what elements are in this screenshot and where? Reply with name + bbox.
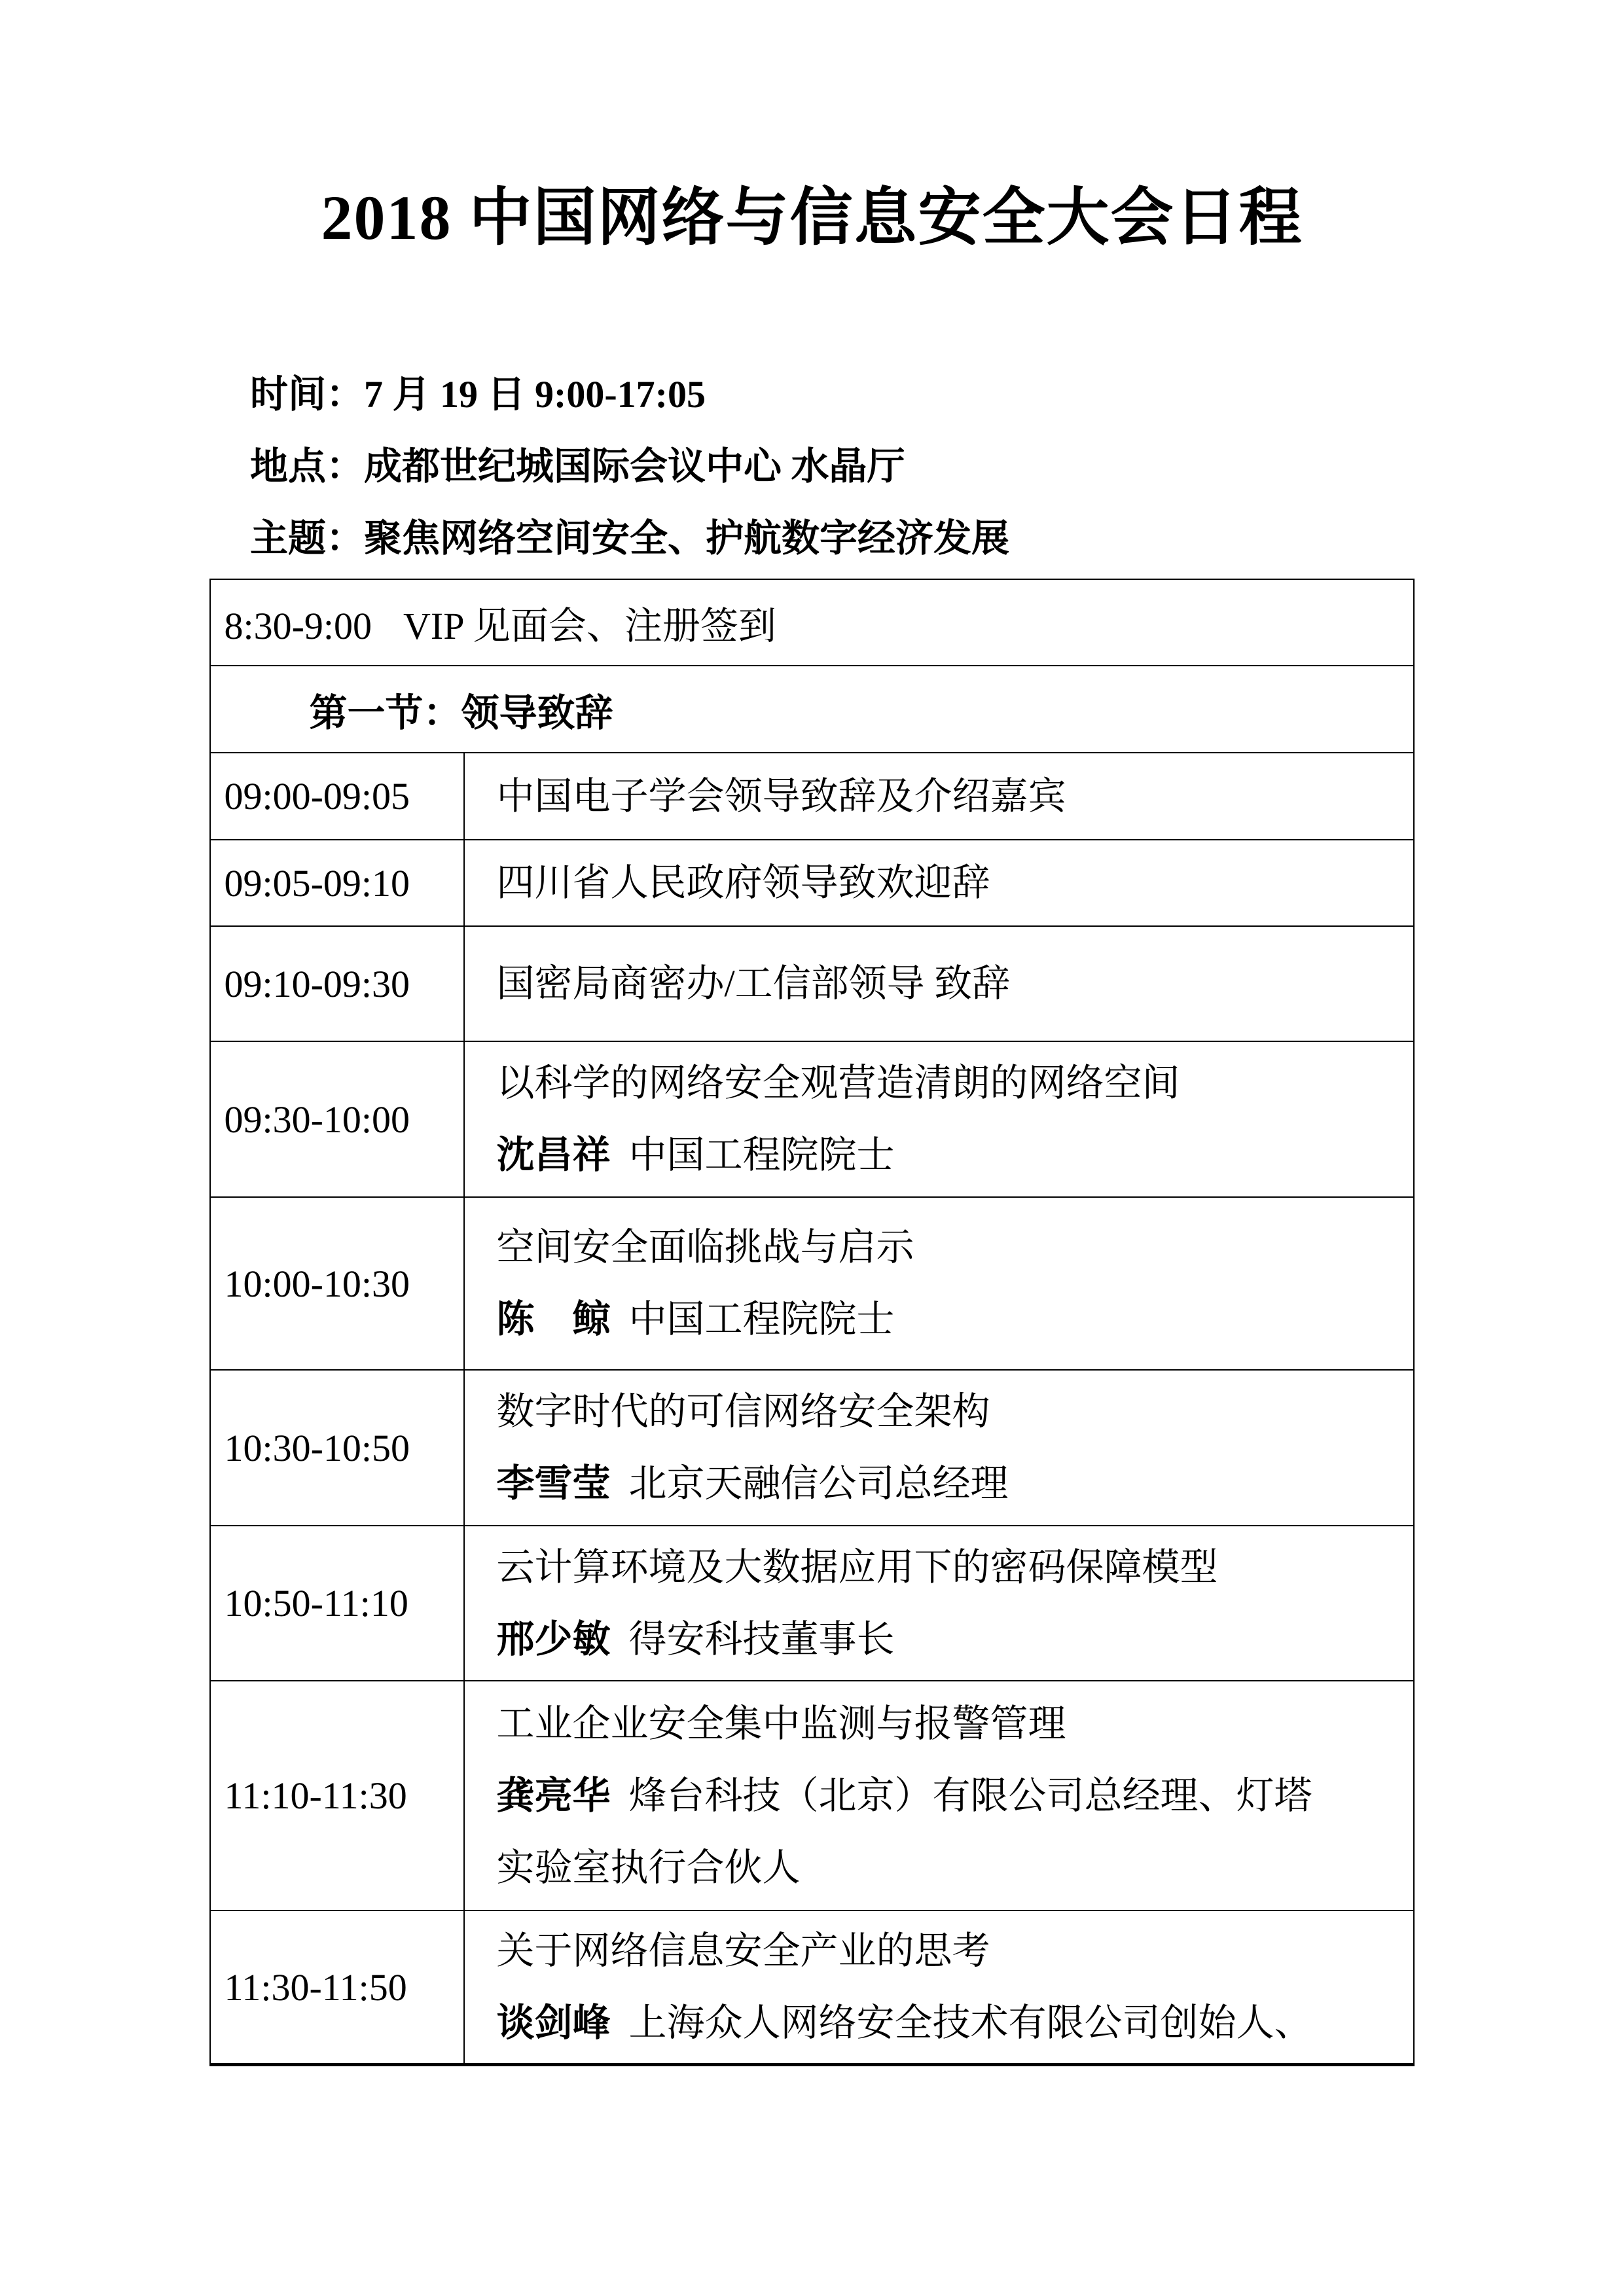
talk-speaker-line: [496, 1760, 1334, 1904]
agenda-row: [210, 1526, 1413, 1681]
talk-speaker-line: [496, 1604, 1334, 1676]
time-cell: 11:30-11:50: [210, 1910, 464, 2065]
talk-title: 工业企业安全集中监测与报警管理: [496, 1702, 1066, 1745]
talk-cell: [464, 926, 1413, 1041]
agenda-row: [210, 926, 1413, 1041]
talk-title: 数字时代的可信网络安全架构: [496, 1390, 990, 1433]
time-cell: 09:00-09:05: [210, 753, 464, 840]
agenda-row: [210, 753, 1413, 840]
talk-cell: [464, 1526, 1413, 1681]
section-header-row: [210, 666, 1413, 753]
section-header: 第一节：领导致辞: [210, 666, 1413, 753]
page-title: 2018 中国网络与信息安全大会日程: [321, 183, 1303, 253]
speaker-name: 陈 鲸: [496, 1298, 611, 1340]
registration-row: [210, 579, 1413, 666]
time-cell: 11:10-11:30: [210, 1681, 464, 1910]
speaker-name: 沈昌祥: [496, 1134, 611, 1176]
meta-line-location: [250, 431, 1624, 503]
speaker-affiliation: 北京天融信公司总经理: [628, 1462, 1009, 1505]
talk-speaker-line: [496, 1283, 1334, 1355]
talk-speaker-line: [496, 1119, 1334, 1191]
talk-title: 中国电子学会领导致辞及介绍嘉宾: [496, 774, 1066, 817]
meta-time-label: 时间：: [250, 373, 365, 416]
talk-cell: [464, 1041, 1413, 1197]
meta-location-label: 地点：: [250, 445, 365, 488]
meta-block: [250, 359, 1624, 575]
speaker-name: 李雪莹: [496, 1462, 611, 1505]
talk-title: 国密局商密办/工信部领导 致辞: [496, 962, 1011, 1005]
speaker-name: 邢少敏: [496, 1617, 611, 1660]
speaker-affiliation: 中国工程院院士: [628, 1298, 895, 1340]
talk-title: 关于网络信息安全产业的思考: [496, 1929, 990, 1972]
talk-title: 四川省人民政府领导致欢迎辞: [496, 861, 990, 904]
speaker-affiliation: 上海众人网络安全技术有限公司创始人、: [628, 2001, 1312, 2044]
talk-cell: [464, 1197, 1413, 1370]
talk-cell: [464, 753, 1413, 840]
registration-time: 8:30-9:00: [224, 605, 372, 647]
time-cell: 09:05-09:10: [210, 840, 464, 926]
meta-location-value: 成都世纪城国际会议中心 水晶厅: [364, 445, 905, 488]
agenda-row: [210, 840, 1413, 926]
agenda-row: [210, 1370, 1413, 1526]
talk-cell: [464, 1370, 1413, 1526]
meta-line-time: [250, 359, 1624, 431]
meta-time-value: 7 月 19 日 9:00-17:05: [364, 373, 706, 416]
talk-cell: [464, 1910, 1413, 2065]
talk-title: 云计算环境及大数据应用下的密码保障模型: [496, 1545, 1218, 1588]
talk-speaker-line: [496, 1448, 1334, 1520]
speaker-name: 谈剑峰: [496, 2001, 611, 2044]
speaker-affiliation: 烽台科技（北京）有限公司总经理、灯塔实验室执行合伙人: [496, 1774, 1312, 1889]
time-cell: 09:30-10:00: [210, 1041, 464, 1197]
agenda-row: [210, 1197, 1413, 1370]
time-cell: 10:00-10:30: [210, 1197, 464, 1370]
meta-line-theme: [250, 503, 1624, 575]
meta-theme-value: 聚焦网络空间安全、护航数字经济发展: [364, 517, 1010, 560]
speaker-name: 龚亮华: [496, 1774, 611, 1817]
speaker-affiliation: 得安科技董事长: [628, 1617, 895, 1660]
talk-title: 以科学的网络安全观营造清朗的网络空间: [496, 1062, 1180, 1104]
agenda-table: [209, 579, 1414, 2066]
time-cell: 10:30-10:50: [210, 1370, 464, 1526]
agenda-row: [210, 1681, 1413, 1910]
registration-activity: VIP 见面会、注册签到: [403, 605, 776, 647]
talk-speaker-line: [496, 1987, 1334, 2059]
agenda-row: [210, 1910, 1413, 2065]
agenda-row: [210, 1041, 1413, 1197]
talk-cell: [464, 1681, 1413, 1910]
time-cell: 10:50-11:10: [210, 1526, 464, 1681]
registration-cell: [210, 579, 1413, 666]
talk-title: 空间安全面临挑战与启示: [496, 1226, 914, 1268]
meta-theme-label: 主题：: [250, 517, 365, 560]
speaker-affiliation: 中国工程院院士: [628, 1134, 895, 1176]
talk-cell: [464, 840, 1413, 926]
time-cell: 09:10-09:30: [210, 926, 464, 1041]
